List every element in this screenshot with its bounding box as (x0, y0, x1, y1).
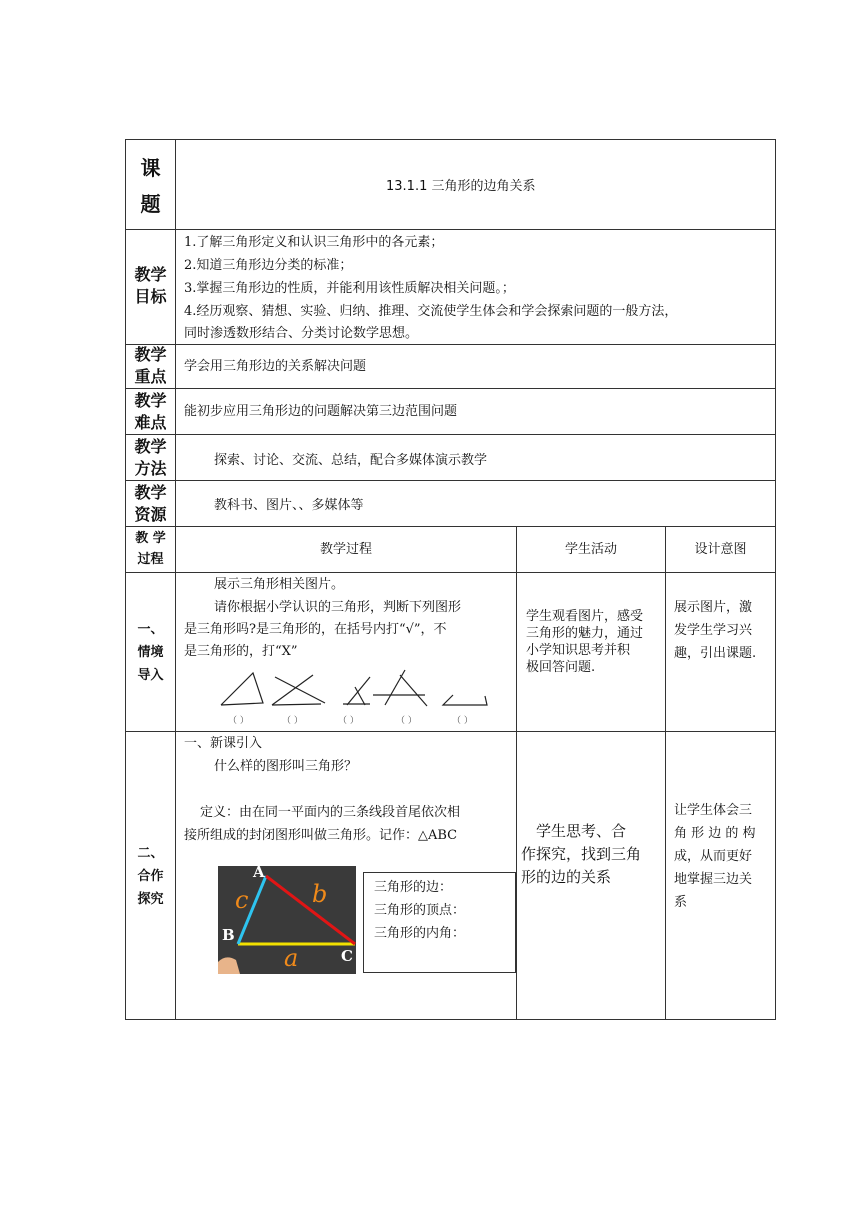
section2-line: 接所组成的封闭图形叫做三角形。记作：△ABC (184, 828, 458, 843)
section2-line: 一、新课引入 (184, 736, 263, 751)
resource-text: 教科书、图片、、多媒体等 (214, 498, 364, 513)
student-line: 极回答问题. (526, 660, 596, 675)
vertex-label-b: B (222, 926, 235, 944)
shape-sketches (215, 665, 495, 710)
goal-item: 2.知道三角形边分类的标准； (184, 258, 353, 273)
difficulty-label (126, 390, 175, 434)
section2-label-3: 探究 (137, 892, 164, 907)
student-line: 学生观看图片，感受 (526, 609, 644, 624)
sketch-open-angle (343, 677, 370, 705)
intent-line: 趣，引出课题. (674, 646, 757, 661)
method-text: 探索、讨论、交流、总结，配合多媒体演示教学 (214, 453, 488, 468)
vertex-label-a: A (253, 866, 265, 881)
side-label-b: b (312, 880, 328, 908)
answer-paren[interactable]: （ ） (338, 716, 359, 726)
triangle-abc-image (218, 866, 356, 974)
side-label-c: c (235, 886, 249, 914)
goals-label-2: 目标 (134, 287, 167, 306)
process-label-2: 过程 (137, 552, 164, 567)
section2-label-1: 二、 (137, 846, 164, 861)
resource-label (126, 482, 175, 526)
student-line: 学生思考、合 (536, 822, 627, 840)
sketch-triangle (221, 673, 263, 705)
student-line: 形的边的关系 (521, 868, 612, 886)
col-header-process: 教学过程 (319, 542, 372, 557)
box-line-vertices: 三角形的顶点： (374, 903, 466, 918)
method-label-2: 方法 (134, 459, 167, 478)
difficulty-text: 能初步应用三角形边的问题解决第三边范围问题 (184, 404, 458, 419)
col-header-intent: 设计意图 (694, 542, 747, 557)
key-label-1: 教学 (134, 345, 167, 364)
triangle-elements-box (363, 872, 516, 973)
goal-item: 同时渗透数形结合、分类讨论数学思想。 (184, 326, 419, 341)
difficulty-label-1: 教学 (134, 391, 167, 410)
answer-paren[interactable]: （ ） (282, 716, 303, 726)
vertex-label-c: C (341, 947, 353, 965)
section1-label-2: 情境 (137, 645, 164, 660)
method-label-1: 教学 (134, 437, 167, 456)
section1-label-1: 一、 (137, 622, 164, 637)
resource-label-2: 资源 (134, 505, 167, 524)
sketch-open-shape (443, 695, 487, 705)
intent-line: 地掌握三边关 (674, 872, 753, 887)
resource-label-1: 教学 (134, 483, 167, 502)
box-line-angles: 三角形的内角： (374, 926, 466, 941)
key-point-text: 学会用三角形边的关系解决问题 (184, 359, 367, 374)
sketch-extended-triangle (373, 670, 427, 706)
section1-line: 请你根据小学认识的三角形，判断下列图形 (214, 600, 462, 615)
process-label-1: 教 学 (135, 531, 166, 546)
section2-label (126, 842, 175, 911)
intent-line: 展示图片，激 (674, 600, 753, 615)
col-header-student: 学生活动 (564, 542, 617, 557)
topic-label (126, 150, 175, 222)
answer-paren[interactable]: （ ） (228, 716, 249, 726)
topic-label-2: 题 (140, 192, 161, 216)
section1-line: 是三角形的，打“X” (184, 644, 298, 659)
intent-line: 发学生学习兴 (674, 623, 753, 638)
section2-line: 什么样的图形叫三角形？ (214, 759, 358, 774)
intent-line: 角 形 边 的 构 (674, 826, 756, 841)
section1-label (126, 618, 175, 687)
section1-label-3: 导入 (137, 668, 164, 683)
student-line: 作探究，找到三角 (521, 845, 642, 863)
key-label-2: 重点 (134, 367, 167, 386)
answer-paren[interactable]: （ ） (452, 716, 473, 726)
section1-line: 展示三角形相关图片。 (214, 577, 345, 592)
topic-label-1: 课 (140, 156, 161, 180)
lesson-title: 13.1.1 三角形的边角关系 (386, 179, 536, 194)
goal-item: 1.了解三角形定义和认识三角形中的各元素； (184, 235, 444, 250)
section1-line: 是三角形吗?是三角形的，在括号内打“√”，不 (184, 622, 447, 637)
section2-line: 定义：由在同一平面内的三条线段首尾依次相 (200, 805, 461, 820)
goals-label-1: 教学 (134, 265, 167, 284)
goal-item: 4.经历观察、猜想、实验、归纳、推理、交流使学生体会和学会探索问题的一般方法， (184, 304, 678, 319)
intent-line: 让学生体会三 (674, 803, 753, 818)
intent-line: 成，从而更好 (674, 849, 753, 864)
sketch-crossing-lines (272, 675, 325, 705)
answer-paren[interactable]: （ ） (396, 716, 417, 726)
student-line: 小学知识思考并积 (526, 643, 631, 658)
student-line: 三角形的魅力，通过 (526, 626, 644, 641)
process-label (126, 528, 175, 570)
intent-line: 系 (674, 895, 688, 910)
method-label (126, 436, 175, 480)
goal-item: 3.掌握三角形边的性质，并能利用该性质解决相关问题。； (184, 281, 515, 296)
box-line-sides: 三角形的边： (374, 880, 453, 895)
key-label (126, 344, 175, 388)
difficulty-label-2: 难点 (134, 413, 167, 432)
section2-label-2: 合作 (137, 869, 164, 884)
goals-label (126, 264, 175, 308)
side-label-a: a (284, 944, 299, 972)
